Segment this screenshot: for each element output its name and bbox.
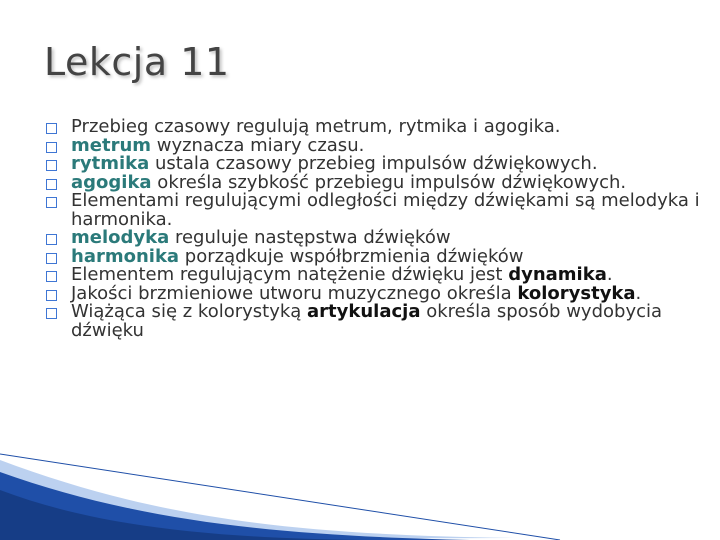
bottom-wave-decoration xyxy=(0,450,720,540)
checkbox-bullet-icon xyxy=(46,308,57,319)
term-bold: artykulacja xyxy=(307,301,421,322)
bullet-text: porządkuje współbrzmienia dźwięków xyxy=(179,245,524,267)
bullet-item xyxy=(46,192,706,229)
term-bold: dynamika xyxy=(508,264,607,285)
checkbox-bullet-icon xyxy=(46,142,57,153)
bullet-text: . xyxy=(606,264,613,285)
bullet-text: Jakości brzmieniowe utworu muzycznego określa xyxy=(71,282,518,304)
slide-title: Lekcja 11 xyxy=(44,40,230,84)
term-highlight: metrum xyxy=(71,134,152,156)
checkbox-bullet-icon xyxy=(46,160,57,171)
term-highlight: agogika xyxy=(71,171,152,193)
checkbox-bullet-icon xyxy=(46,123,57,134)
bullet-item xyxy=(46,303,706,340)
bullet-text: ustala czasowy przebieg impulsów dźwiękowych. xyxy=(149,153,598,174)
checkbox-bullet-icon xyxy=(46,290,57,301)
term-highlight: melodyka xyxy=(71,227,170,248)
checkbox-bullet-icon xyxy=(46,253,57,264)
bullet-text: Elementem regulującym natężenie dźwięku jest xyxy=(71,264,509,285)
bullet-text: reguluje następstwa dźwięków xyxy=(169,227,451,248)
checkbox-bullet-icon xyxy=(46,179,57,190)
bullet-list xyxy=(46,118,706,340)
bullet-text: wyznacza miary czasu. xyxy=(151,134,365,156)
bullet-text: określa szybkość przebiegu impulsów dźwiękowych. xyxy=(151,171,627,193)
term-highlight: harmonika xyxy=(71,245,180,267)
bullet-text: Wiążąca się z kolorystyką xyxy=(71,301,308,322)
term-bold: kolorystyka xyxy=(517,282,636,304)
checkbox-bullet-icon xyxy=(46,271,57,282)
bullet-text: Elementami regulującymi odległości między dźwiękami są melodyka i harmonika. xyxy=(71,190,700,230)
bullet-text: Przebieg czasowy regulują metrum, rytmika i agogika. xyxy=(71,116,561,137)
checkbox-bullet-icon xyxy=(46,197,57,208)
term-highlight: rytmika xyxy=(71,153,150,174)
checkbox-bullet-icon xyxy=(46,234,57,245)
bullet-text: . xyxy=(635,282,642,304)
bullet-text: określa sposób wydobycia dźwięku xyxy=(71,301,663,341)
